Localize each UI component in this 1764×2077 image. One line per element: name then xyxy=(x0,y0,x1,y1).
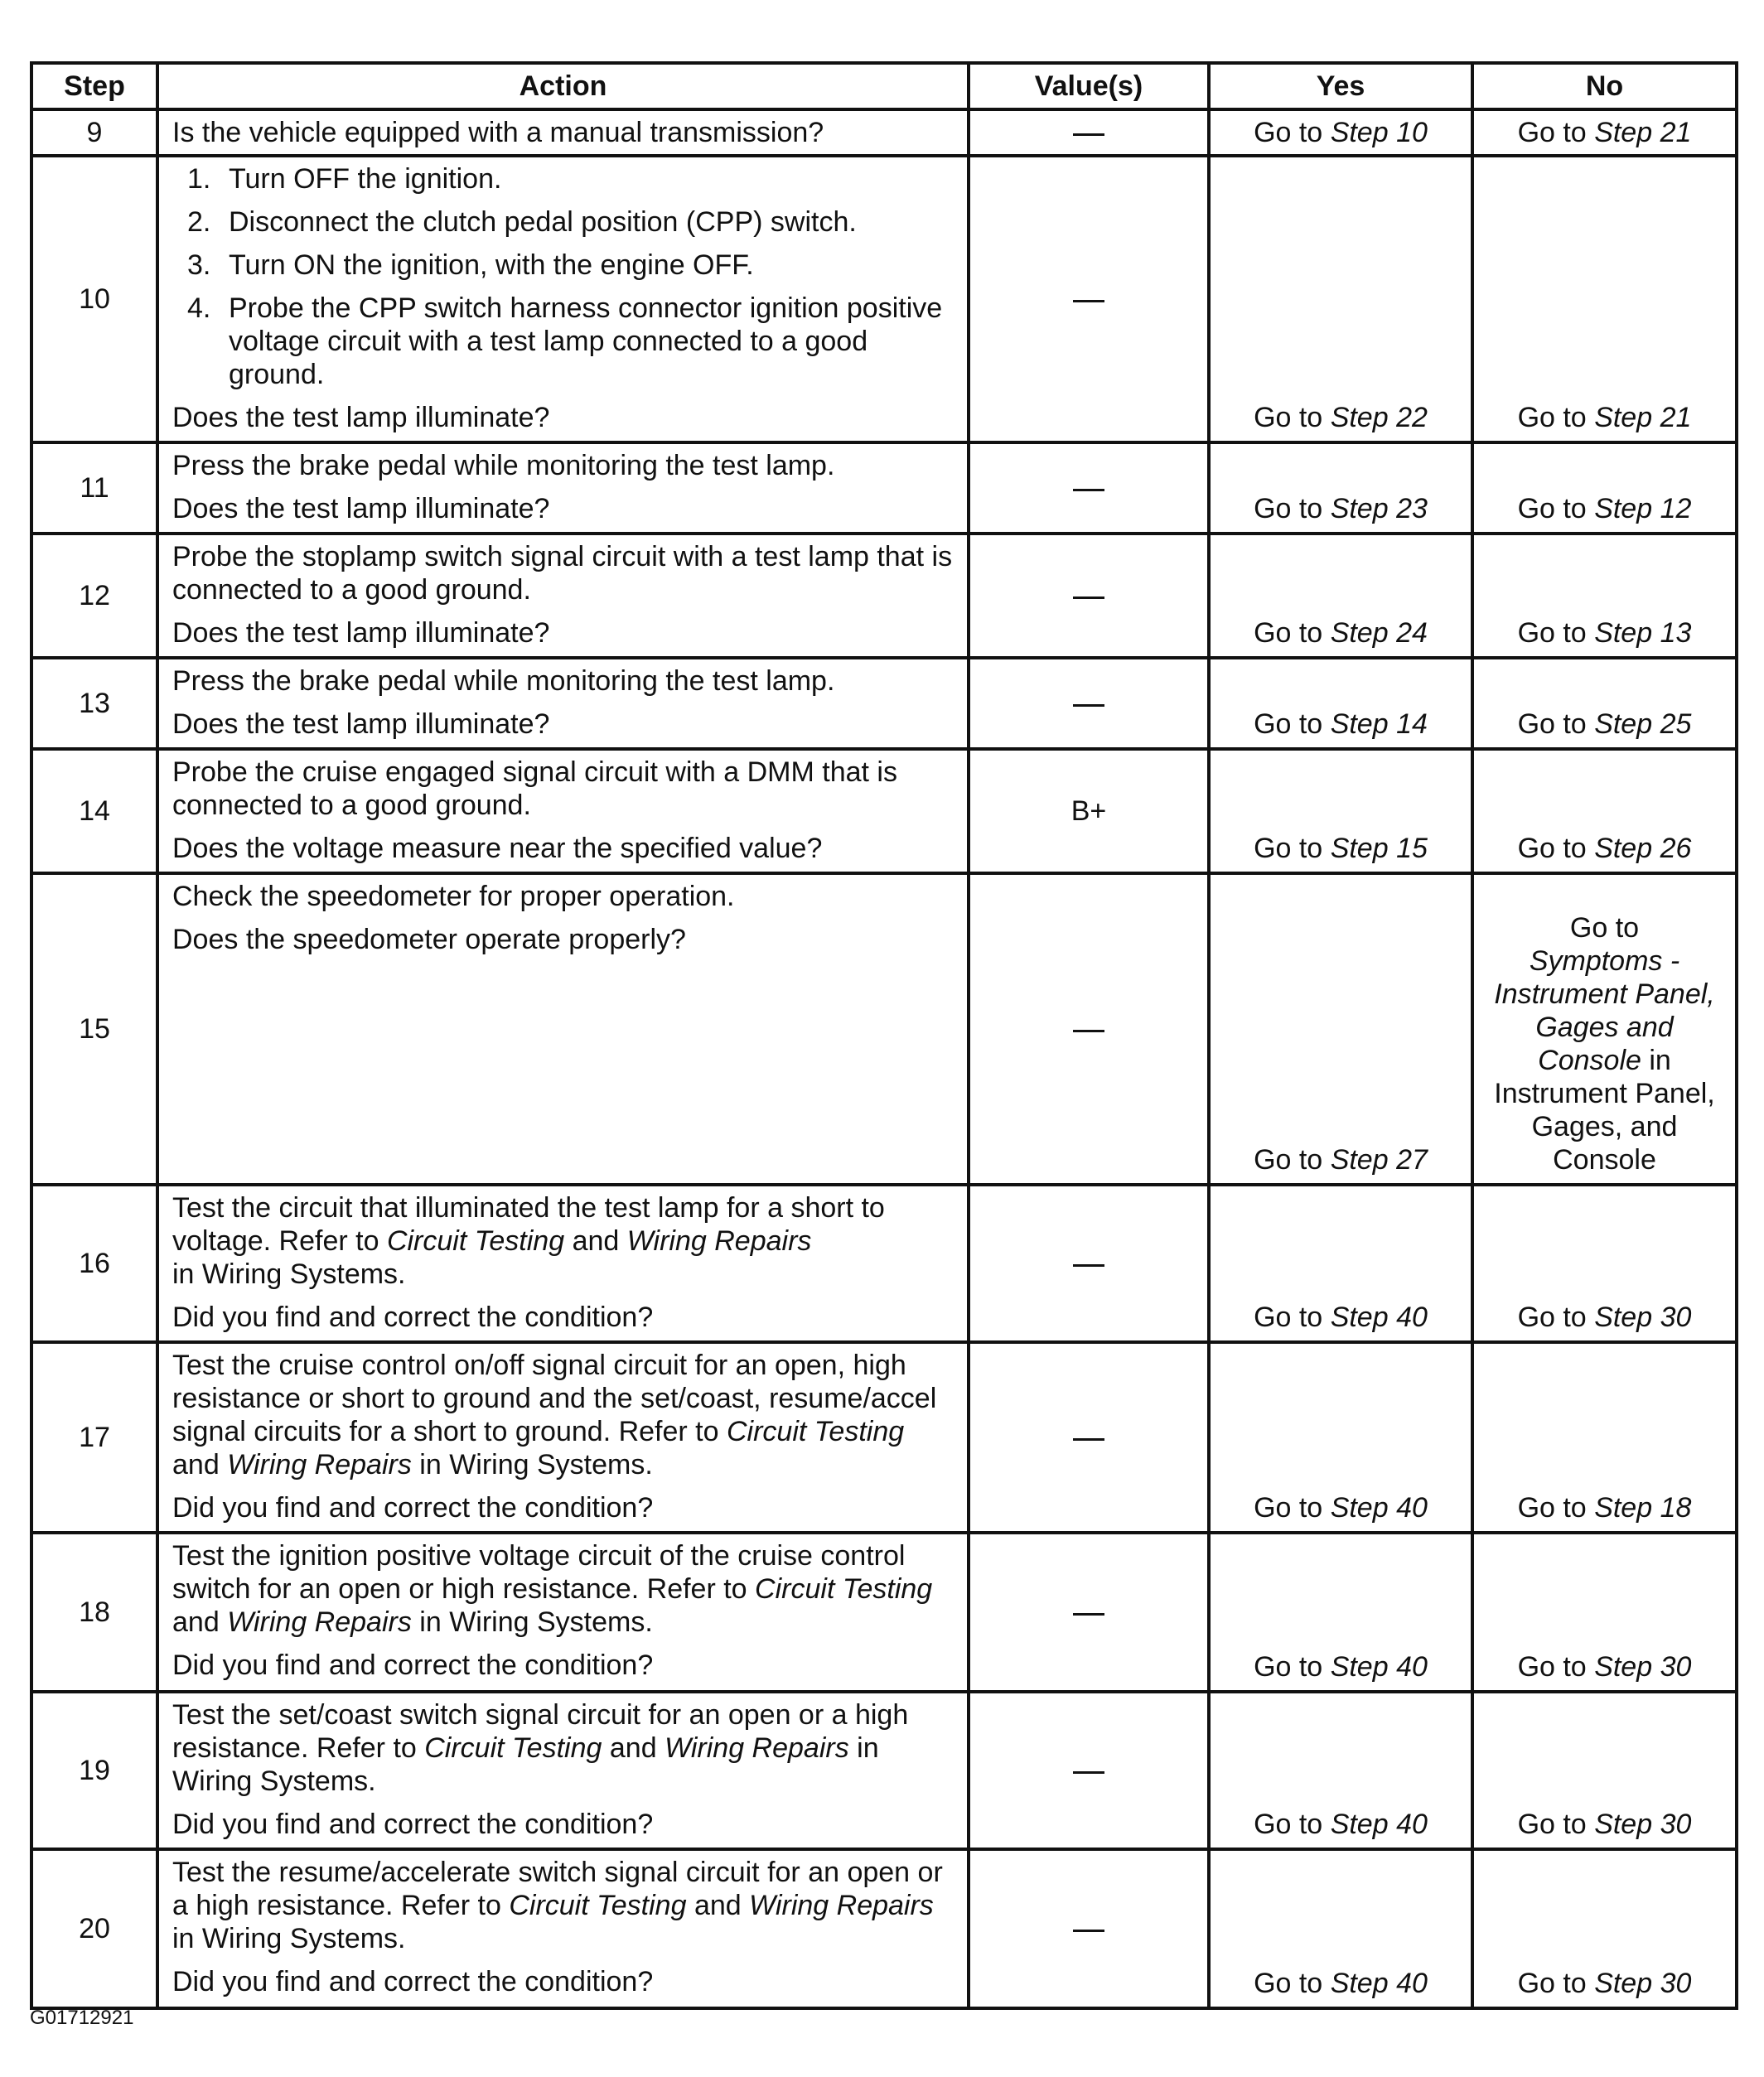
yes-cell: Go to Step 40 xyxy=(1209,1849,1472,2008)
action-text: Is the vehicle equipped with a manual transmission? xyxy=(172,117,824,148)
table-row xyxy=(31,442,1737,534)
step-number: 20 xyxy=(31,1849,157,2008)
no-cell: Go to Step 13 xyxy=(1472,534,1737,658)
dash-mark xyxy=(1073,1264,1104,1267)
list-item: 2. Disconnect the clutch pedal position (CPP) switch. xyxy=(187,206,857,238)
yes-cell: Go to Step 14 xyxy=(1209,658,1472,749)
table-row xyxy=(31,156,1737,442)
table-row xyxy=(31,749,1737,873)
yes-cell: Go to Step 22 xyxy=(1209,156,1472,442)
step-number: 13 xyxy=(31,658,157,749)
no-step-ref: 21 xyxy=(1660,402,1692,433)
dash-mark xyxy=(1073,1771,1104,1774)
action-cell: Press the brake pedal while monitoring the test lamp. Does the test lamp illuminate? xyxy=(157,442,969,534)
dash-mark xyxy=(1073,1613,1104,1616)
no-cell: Go to Step 30 xyxy=(1472,1533,1737,1692)
table-row xyxy=(31,1692,1737,1849)
value-cell xyxy=(969,1185,1209,1342)
no-cell: Go to Step 30 xyxy=(1472,1185,1737,1342)
value-cell xyxy=(969,1342,1209,1533)
action-cell: Test the circuit that illuminated the test lamp for a short to voltage. Refer to Circuit Testing and Wiring Repairs in Wiring Systems. Did you find and correct the condition? xyxy=(157,1185,969,1342)
figure-code: G01712921 xyxy=(30,2007,134,2029)
dash-mark xyxy=(1073,489,1104,491)
go-to-label: Go to xyxy=(1517,117,1587,148)
table-row xyxy=(31,1533,1737,1692)
table-row xyxy=(31,109,1737,156)
value-cell xyxy=(969,534,1209,658)
step-number: 19 xyxy=(31,1692,157,1849)
table-row xyxy=(31,1342,1737,1533)
yes-cell: Go to Step 27 xyxy=(1209,873,1472,1185)
action-cell: Check the speedometer for proper operation. Does the speedometer operate properly? xyxy=(157,873,969,1185)
no-cell: Go to Step 30 xyxy=(1472,1849,1737,2008)
no-cell: Go to Step 21 xyxy=(1472,156,1737,442)
dash-mark xyxy=(1073,704,1104,707)
table-row xyxy=(31,1185,1737,1342)
step-number: 18 xyxy=(31,1533,157,1692)
action-cell: Probe the stoplamp switch signal circuit with a test lamp that is connected to a good ground. Does the test lamp illuminate? xyxy=(157,534,969,658)
yes-cell: Go to Step 15 xyxy=(1209,749,1472,873)
header-no: No xyxy=(1472,63,1737,109)
dash-mark xyxy=(1073,597,1104,599)
step-word: Step xyxy=(1330,117,1389,148)
dash-mark xyxy=(1073,133,1104,136)
value-cell xyxy=(969,156,1209,442)
dash-mark xyxy=(1073,1030,1104,1032)
table-header-row xyxy=(31,63,1737,109)
no-cell: Go to Step 25 xyxy=(1472,658,1737,749)
go-to-label: Go to xyxy=(1254,117,1323,148)
no-cell: Go to Step 12 xyxy=(1472,442,1737,534)
no-step-ref: 21 xyxy=(1660,117,1692,148)
yes-cell: Go to Step 40 xyxy=(1209,1533,1472,1692)
step-number: 10 xyxy=(31,156,157,442)
yes-cell: Go to Step 24 xyxy=(1209,534,1472,658)
step-number: 12 xyxy=(31,534,157,658)
header-value: Value(s) xyxy=(969,63,1209,109)
action-cell: Test the cruise control on/off signal circuit for an open, high resistance or short to ground and the set/coast, resume/accel signal circuits for a short to ground. Refer to Circuit Testing and Wiring Repairs in Wiring Systems. Did you find and correct the condition? xyxy=(157,1342,969,1533)
step-number: 9 xyxy=(31,109,157,156)
action-cell: Test the resume/accelerate switch signal circuit for an open or a high resistance. Refer to Circuit Testing and Wiring Repairs in Wiring Systems. Did you find and correct the condition? xyxy=(157,1849,969,2008)
action-question: Does the test lamp illuminate? xyxy=(172,402,550,433)
yes-cell: Go to Step 40 xyxy=(1209,1342,1472,1533)
list-item: 4. Probe the CPP switch harness connector ignition positive voltage circuit with a test lamp connected to a good ground. xyxy=(187,292,943,390)
no-cell: Go to Step 18 xyxy=(1472,1342,1737,1533)
header-yes: Yes xyxy=(1209,63,1472,109)
header-action: Action xyxy=(157,63,969,109)
action-cell xyxy=(157,109,969,156)
value-cell: B+ xyxy=(969,749,1209,873)
yes-step-ref: 10 xyxy=(1396,117,1428,148)
procedure-list xyxy=(172,162,955,391)
table-row xyxy=(31,1849,1737,2008)
value-cell xyxy=(969,109,1209,156)
table-row xyxy=(31,534,1737,658)
no-cell: Go to Symptoms - Instrument Panel, Gages and Console in Instrument Panel, Gages, and Console xyxy=(1472,873,1737,1185)
action-cell: Probe the cruise engaged signal circuit with a DMM that is connected to a good ground. Does the voltage measure near the specified value? xyxy=(157,749,969,873)
yes-cell: Go to Step 40 xyxy=(1209,1692,1472,1849)
yes-cell: Go to Step 40 xyxy=(1209,1185,1472,1342)
no-cell: Go to Step 26 xyxy=(1472,749,1737,873)
action-cell xyxy=(157,156,969,442)
yes-step-ref: 22 xyxy=(1396,402,1428,433)
no-cell: Go to Step 30 xyxy=(1472,1692,1737,1849)
step-number: 14 xyxy=(31,749,157,873)
dash-mark xyxy=(1073,300,1104,302)
step-number: 16 xyxy=(31,1185,157,1342)
value-cell xyxy=(969,658,1209,749)
no-cell xyxy=(1472,109,1737,156)
action-cell: Press the brake pedal while monitoring the test lamp. Does the test lamp illuminate? xyxy=(157,658,969,749)
value-cell xyxy=(969,1849,1209,2008)
step-word: Step xyxy=(1594,117,1653,148)
header-step: Step xyxy=(31,63,157,109)
value-cell xyxy=(969,873,1209,1185)
step-number: 11 xyxy=(31,442,157,534)
list-item: 1. Turn OFF the ignition. xyxy=(187,163,502,195)
step-number: 17 xyxy=(31,1342,157,1533)
table-row xyxy=(31,658,1737,749)
value-cell xyxy=(969,442,1209,534)
action-cell: Test the set/coast switch signal circuit for an open or a high resistance. Refer to Circuit Testing and Wiring Repairs in Wiring Systems. Did you find and correct the condition? xyxy=(157,1692,969,1849)
value-cell xyxy=(969,1533,1209,1692)
yes-cell: Go to Step 23 xyxy=(1209,442,1472,534)
step-number: 15 xyxy=(31,873,157,1185)
diagnostic-table-page xyxy=(30,61,1735,2010)
table-row xyxy=(31,873,1737,1185)
diagnostic-table xyxy=(30,61,1738,2010)
value-cell xyxy=(969,1692,1209,1849)
dash-mark xyxy=(1073,1930,1104,1932)
yes-cell xyxy=(1209,109,1472,156)
action-cell: Test the ignition positive voltage circuit of the cruise control switch for an open or high resistance. Refer to Circuit Testing and Wiring Repairs in Wiring Systems. Did you find and correct the condition? xyxy=(157,1533,969,1692)
list-item: 3. Turn ON the ignition, with the engine OFF. xyxy=(187,249,754,281)
dash-mark xyxy=(1073,1438,1104,1441)
symptoms-link[interactable]: Symptoms - Instrument Panel, Gages and Console xyxy=(1494,945,1715,1076)
